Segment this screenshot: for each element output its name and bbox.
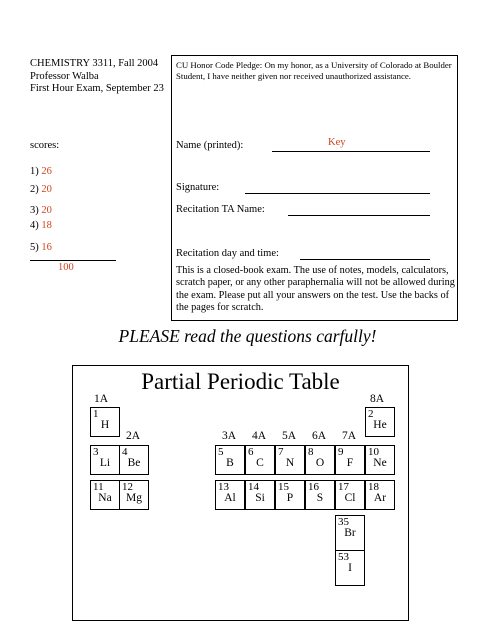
atomic-number: 2 [368, 408, 374, 420]
recitation-field[interactable] [176, 248, 279, 259]
element-symbol: Be [127, 457, 141, 469]
atomic-number: 10 [368, 446, 379, 458]
score-row [30, 220, 52, 231]
name-line [272, 151, 430, 152]
element-cell-n [275, 445, 305, 475]
name-field[interactable] [176, 140, 243, 151]
group-label-1a: 1A [94, 393, 109, 405]
ta-field[interactable] [176, 204, 265, 215]
element-cell-f [335, 445, 365, 475]
element-symbol: Si [255, 492, 265, 504]
exam-title: First Hour Exam, September 23 [30, 83, 164, 94]
name-value: Key [328, 137, 346, 148]
atomic-number: 6 [248, 446, 254, 458]
element-symbol: H [100, 419, 110, 431]
atomic-number: 53 [338, 551, 349, 563]
element-symbol: Li [99, 457, 111, 469]
atomic-number: 1 [93, 408, 99, 420]
element-cell-ne [365, 445, 395, 475]
element-symbol: Cl [344, 492, 356, 504]
score-value: 20 [41, 205, 52, 216]
atomic-number: 35 [338, 516, 349, 528]
score-value: 16 [41, 242, 52, 253]
element-symbol: Br [344, 527, 356, 539]
element-cell-cl [335, 480, 365, 510]
periodic-table-title: Partial Periodic Table [141, 369, 340, 394]
element-symbol: Mg [126, 492, 142, 504]
group-label-6a: 6A [312, 430, 327, 442]
element-cell-s [305, 480, 335, 510]
atomic-number: 11 [93, 481, 104, 493]
group-label-7a: 7A [342, 430, 357, 442]
element-symbol: C [256, 457, 264, 469]
element-cell-al [215, 480, 245, 510]
atomic-number: 5 [218, 446, 224, 458]
total-score: 100 [58, 262, 74, 273]
exam-rules-note: This is a closed-book exam. The use of notes, models, calculators, scratch paper, or any other paraphernalia will not be allowed during the exam. Please put all your answers on the test. Use the backs of the pages for scratch. [176, 265, 455, 313]
element-symbol: N [285, 457, 295, 469]
recitation-line [300, 259, 430, 260]
atomic-number: 12 [122, 481, 133, 493]
score-row [30, 166, 52, 177]
element-cell-br [335, 515, 365, 551]
element-symbol: Ne [373, 457, 387, 469]
element-symbol: Al [224, 492, 236, 504]
element-symbol: S [316, 492, 324, 504]
element-symbol: He [373, 419, 387, 431]
element-cell-mg [119, 480, 149, 510]
score-label: 3) [30, 205, 39, 216]
element-cell-c [245, 445, 275, 475]
score-value: 18 [41, 220, 52, 231]
element-cell-i [335, 550, 365, 586]
element-symbol: I [348, 562, 352, 574]
atomic-number: 4 [122, 446, 128, 458]
signature-line [245, 193, 430, 194]
element-symbol: Na [98, 492, 112, 504]
total-divider [30, 260, 116, 261]
group-label-3a: 3A [222, 430, 237, 442]
score-label: 4) [30, 220, 39, 231]
course-title: CHEMISTRY 3311, Fall 2004 [30, 58, 159, 69]
group-label-2a: 2A [126, 430, 141, 442]
atomic-number: 3 [93, 446, 99, 458]
ta-line [288, 215, 430, 216]
group-label-5a: 5A [282, 430, 297, 442]
scores-label: scores: [30, 140, 60, 151]
score-label: 2) [30, 184, 39, 195]
element-cell-si [245, 480, 275, 510]
element-cell-b [215, 445, 245, 475]
element-cell-p [275, 480, 305, 510]
professor-name: Professor Walba [30, 70, 99, 82]
atomic-number: 18 [368, 481, 379, 493]
atomic-number: 8 [308, 446, 314, 458]
signature-field[interactable] [176, 182, 219, 193]
recitation-label: Recitation day and time: [176, 248, 279, 259]
element-cell-be [119, 445, 149, 475]
element-symbol: Ar [373, 492, 387, 504]
element-cell-he [365, 407, 395, 437]
score-row [30, 205, 52, 216]
signature-label: Signature: [176, 182, 220, 193]
ta-label: Recitation TA Name: [176, 204, 265, 215]
atomic-number: 13 [218, 481, 229, 493]
element-symbol: F [346, 457, 354, 469]
atomic-number: 15 [278, 481, 289, 493]
score-value: 26 [41, 166, 52, 177]
score-value: 20 [41, 184, 52, 195]
element-cell-ar [365, 480, 395, 510]
score-label: 5) [30, 242, 39, 253]
element-cell-h [90, 407, 120, 437]
element-symbol: B [226, 457, 234, 469]
element-cell-li [90, 445, 120, 475]
group-label-4a: 4A [252, 430, 267, 442]
element-symbol: P [286, 492, 294, 504]
score-label: 1) [30, 166, 39, 177]
exam-header [30, 58, 164, 96]
atomic-number: 9 [338, 446, 344, 458]
atomic-number: 14 [248, 481, 259, 493]
honor-pledge-text: CU Honor Code Pledge: On my honor, as a University of Colorado at Boulder Student, I have neither given nor received unauthorized assistance. [176, 60, 452, 81]
score-row [30, 242, 52, 253]
atomic-number: 16 [308, 481, 319, 493]
element-cell-o [305, 445, 335, 475]
element-cell-na [90, 480, 120, 510]
element-symbol: O [315, 457, 325, 469]
atomic-number: 17 [338, 481, 349, 493]
atomic-number: 7 [278, 446, 284, 458]
instruction-text: PLEASE read the questions carfully! [118, 326, 377, 346]
name-label: Name (printed): [176, 140, 244, 151]
score-row [30, 184, 52, 195]
group-label-8a: 8A [370, 393, 385, 405]
